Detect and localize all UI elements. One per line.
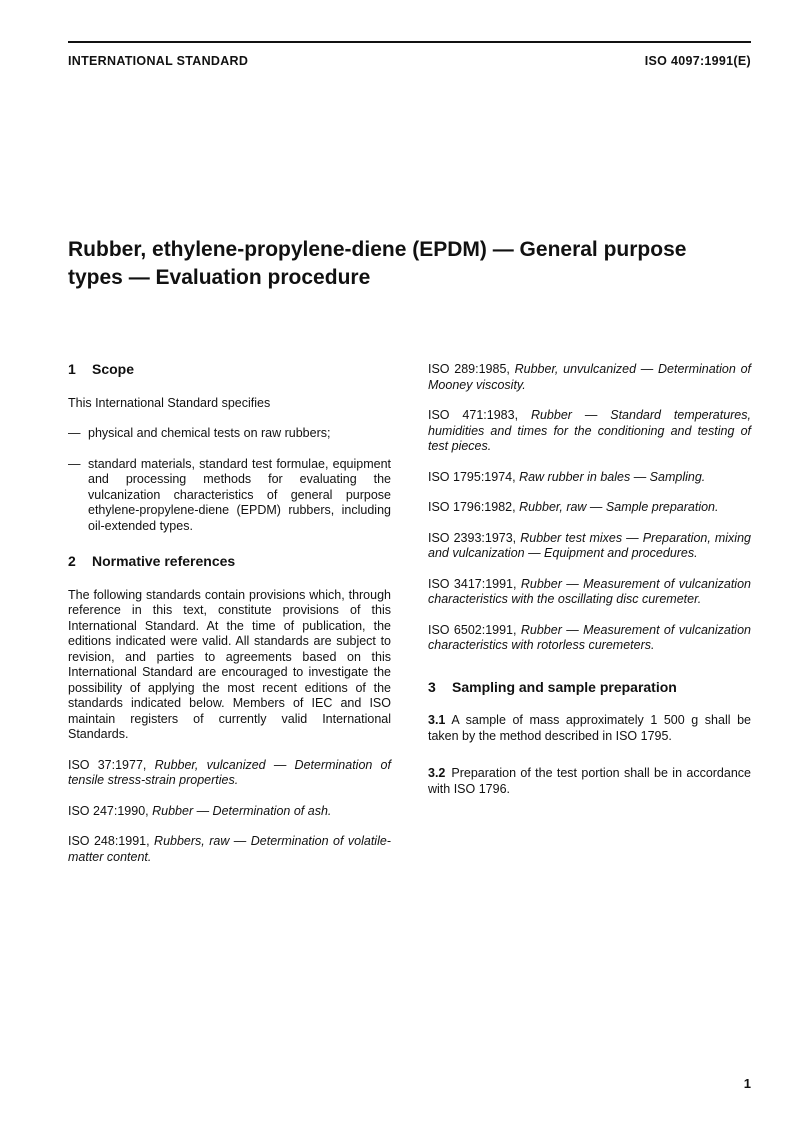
page-number: 1	[743, 1076, 751, 1091]
section-number: 1	[68, 361, 76, 377]
list-item	[68, 426, 391, 442]
list-item-text: standard materials, standard test formulae, equipment and processing methods for evaluating the vulcanization characteristics of general purpose ethylene-propylene-diene (EPDM) rubbers, including oil-extended types.	[88, 456, 391, 533]
reference-code: ISO 6502:1991,	[428, 622, 517, 637]
reference-item	[428, 362, 751, 393]
document-number: ISO 4097:1991(E)	[644, 54, 751, 68]
section-title: Normative references	[92, 553, 236, 569]
reference-title: Rubber — Standard temperatures, humidities and times for the conditioning and testing of test pieces.	[428, 408, 751, 453]
title-line-1: Rubber, ethylene-propylene-diene (EPDM) — General purpose	[68, 238, 687, 261]
clause-number: 3.1	[428, 713, 446, 727]
reference-code: ISO 289:1985,	[428, 362, 510, 376]
reference-code: ISO 37:1977,	[68, 757, 147, 772]
reference-item	[68, 758, 391, 789]
reference-code: ISO 1796:1982,	[428, 500, 516, 514]
reference-title: Rubbers, raw — Determination of volatile-matter content.	[68, 834, 391, 864]
reference-item	[428, 577, 751, 608]
reference-item	[428, 531, 751, 562]
reference-item	[68, 804, 391, 820]
page-title	[68, 236, 748, 292]
clause-text: A sample of mass approximately 1 500 g shall be taken by the method described in ISO 1795.	[428, 713, 751, 743]
reference-code: ISO 247:1990,	[68, 803, 149, 818]
reference-title: Rubber — Determination of ash.	[152, 803, 332, 818]
header-rule	[68, 41, 751, 43]
title-line-2: types — Evaluation procedure	[68, 266, 371, 289]
section-3-heading	[428, 680, 751, 696]
reference-code: ISO 3417:1991,	[428, 576, 517, 591]
reference-item	[428, 470, 751, 486]
list-item	[68, 457, 391, 535]
section-1-heading	[68, 362, 391, 378]
reference-title: Rubber, raw — Sample preparation.	[519, 500, 719, 514]
list-item-text: physical and chemical tests on raw rubbers;	[88, 426, 331, 440]
dash-marker: —	[68, 456, 81, 471]
reference-code: ISO 2393:1973,	[428, 530, 517, 545]
reference-title: Raw rubber in bales — Sampling.	[519, 469, 706, 484]
clause-3-2	[428, 766, 751, 797]
section-title: Scope	[92, 361, 135, 377]
document-type: INTERNATIONAL STANDARD	[68, 54, 249, 68]
reference-title: Rubber, unvulcanized — Determination of Mooney viscosity.	[428, 362, 751, 392]
reference-code: ISO 471:1983,	[428, 408, 519, 422]
reference-code: ISO 248:1991,	[68, 834, 150, 848]
clause-text: Preparation of the test portion shall be in accordance with ISO 1796.	[428, 766, 751, 796]
reference-title: Rubber — Measurement of vulcanization characteristics with rotorless curemeters.	[428, 622, 751, 652]
reference-item	[428, 500, 751, 516]
section-title: Sampling and sample preparation	[452, 678, 677, 695]
reference-code: ISO 1795:1974,	[428, 469, 516, 484]
normative-body: The following standards contain provisions which, through reference in this text, constitute provisions of this International Standard. At the time of publication, the editions indicated were valid. All standards are subject to revision, and parties to agreements based on this International Standard are encouraged to investigate the possibility of applying the most recent editions of the standards indicated below. Members of IEC and ISO maintain registers of currently valid International Standards.	[68, 587, 391, 741]
reference-title: Rubber — Measurement of vulcanization characteristics with the oscillating disc curemeter.	[428, 576, 751, 606]
left-column	[68, 362, 391, 880]
section-2-heading	[68, 554, 391, 570]
reference-item	[428, 623, 751, 654]
reference-title: Rubber, vulcanized — Determination of tensile stress-strain properties.	[68, 757, 391, 787]
scope-intro: This International Standard specifies	[68, 395, 271, 410]
clause-3-1	[428, 713, 751, 744]
section-number: 3	[428, 678, 436, 695]
right-column	[428, 362, 751, 812]
reference-item	[428, 408, 751, 455]
dash-marker: —	[68, 426, 81, 440]
clause-number: 3.2	[428, 766, 446, 780]
reference-item	[68, 834, 391, 865]
section-number: 2	[68, 553, 76, 569]
reference-title: Rubber test mixes — Preparation, mixing and vulcanization — Equipment and procedures.	[428, 530, 751, 560]
